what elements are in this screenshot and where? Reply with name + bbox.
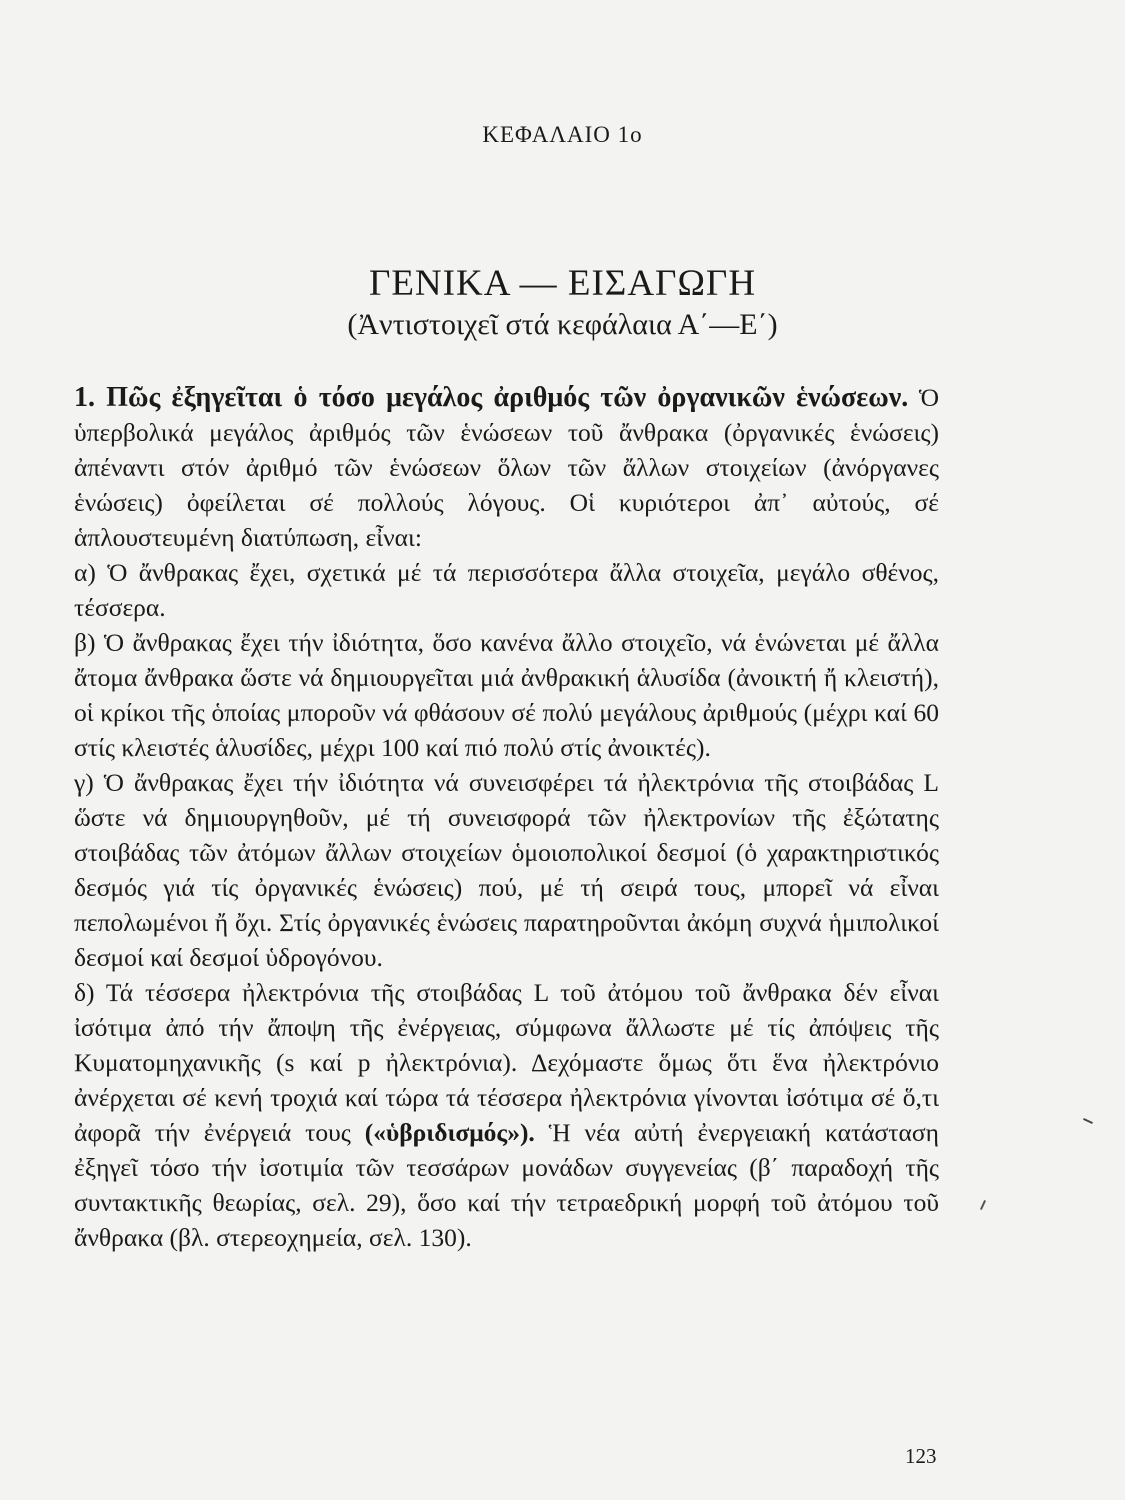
scan-mark [1083, 1118, 1093, 1124]
list-item-d [74, 975, 939, 1255]
list-item-c: γ) Ὁ ἄνθρακας ἔχει τήν ἰδιότητα νά συνεισφέρει τά ἠλεκτρόνια τῆς στοιβάδας L ὥστε νά δημιουργηθοῦν, μέ τή συνεισφορά τῶν ἠλεκτρονίων τῆς ἐξώτατης στοιβάδας τῶν ἀτόμων ἄλλων στοιχείων ὁμοιοπολικοί δεσμοί (ὁ χαρακτηριστικός δεσμός γιά τίς ὀργανικές ἑνώσεις) πού, μέ τή σειρά τους, μπορεῖ νά εἶναι πεπολωμένοι ἤ ὄχι. Στίς ὀργανικές ἑνώσεις παρατηροῦνται ἀκόμη συχνά ἡμιπολικοί δεσμοί καί δεσμοί ὑδρογόνου. [74, 768, 939, 972]
list-item-b: β) Ὁ ἄνθρακας ἔχει τήν ἰδιότητα, ὅσο κανένα ἄλλο στοιχεῖο, νά ἑνώνεται μέ ἄλλα ἄτομα ἄνθρακα ὥστε νά δημιουργεῖται μιά ἀνθρακική ἁλυσίδα (ἀνοικτή ἤ κλειστή), οἱ κρίκοι τῆς ὁποίας μποροῦν νά φθάσουν σέ πολύ μεγάλους ἀριθμούς (μέχρι καί 60 στίς κλειστές ἁλυσίδες, μέχρι 100 καί πιό πολύ στίς ἀνοικτές). [74, 628, 939, 762]
page-number: 123 [905, 1444, 937, 1468]
scan-mark [980, 1200, 986, 1210]
page-title: ΓΕΝΙΚΑ — ΕΙΣΑΓΩΓΗ [368, 263, 757, 304]
section-heading: 1. Πῶς ἐξηγεῖται ὁ τόσο μεγάλος ἀριθμός τῶν ὀργανικῶν ἑνώσεων. [74, 382, 909, 413]
list-item-d-text-1: δ) Τά τέσσερα ἠλεκτρόνια τῆς στοιβάδας L τοῦ ἀτόμου τοῦ ἄνθρακα δέν εἶναι ἰσότιμα ἀπό τήν ἄποψη τῆς ἐνέργειας, σύμφωνα ἄλλωστε μέ τίς ἀπόψεις τῆς Κυματομηχανικῆς (s καί p ἠλεκτρόνια). Δεχόμαστε ὅμως ὅτι ἕνα ἠλεκτρόνιο ἀνέρχεται σέ κενή τροχιά καί τώρα τά τέσσερα ἠλεκτρόνια γίνονται ἰσότιμα σέ ὅ,τι ἀφορᾶ τήν ἐνέργειά τους [74, 978, 939, 1147]
body-text [74, 380, 939, 1255]
list-item-a: α) Ὁ ἄνθρακας ἔχει, σχετικά μέ τά περισσότερα ἄλλα στοιχεῖα, μεγάλο σθένος, τέσσερα. [74, 558, 939, 622]
list-item-d-bold: («ὑβριδισμός»). [364, 1118, 535, 1147]
page-subtitle: (Ἀντιστοιχεῖ στά κεφάλαια Α΄—Ε΄) [347, 308, 778, 341]
chapter-label: ΚΕΦΑΛΑΙΟ 1ο [482, 122, 643, 147]
intro-text: Ὁ ὑπερβολικά μεγάλος ἀριθμός τῶν ἑνώσεων τοῦ ἄνθρακα (ὀργανικές ἑνώσεις) ἀπέναντι στόν ἀριθμό τῶν ἑνώσεων ὅλων τῶν ἄλλων στοιχείων (ἀνόργανες ἑνώσεις) ὀφείλεται σέ πολλούς λόγους. Οἱ κυριότεροι ἀπ᾽ αὐτούς, σέ ἁπλουστευμένη διατύπωση, εἶναι: [74, 383, 939, 552]
list-item-d-text-2: Ἡ νέα αὐτή ἐνεργειακή κατάσταση ἐξηγεῖ τόσο τήν ἰσοτιμία τῶν τεσσάρων μονάδων συγγενείας (β΄ παραδοχή τῆς συντακτικῆς θεωρίας, σελ. 29), ὅσο καί τήν τετραεδρική μορφή τοῦ ἀτόμου τοῦ ἄνθρακα (βλ. στερεοχημεία, σελ. 130). [74, 1118, 939, 1252]
intro-paragraph [74, 380, 939, 555]
